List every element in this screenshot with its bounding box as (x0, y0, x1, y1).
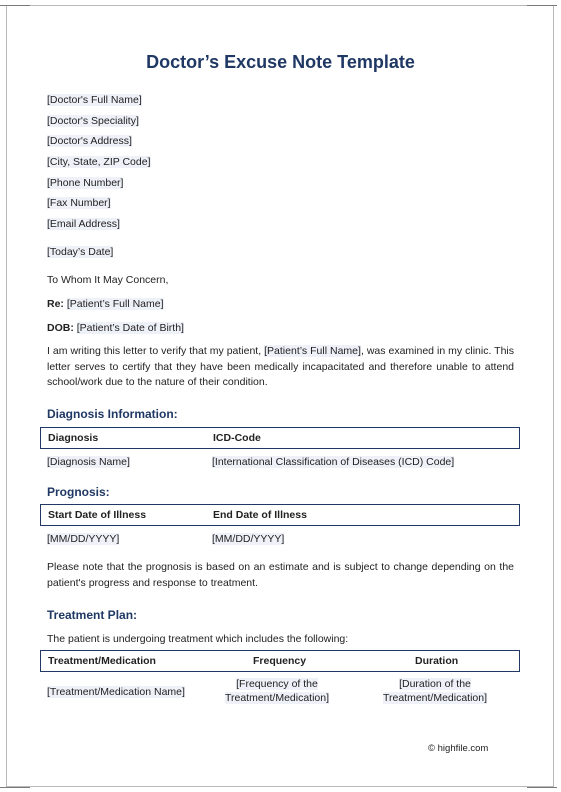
corner-mark-top-right (527, 5, 557, 6)
doctor-fax: [Fax Number] (47, 197, 111, 209)
re-line (47, 297, 164, 311)
start-date-col-header: Start Date of Illness (48, 509, 147, 521)
doctor-phone: [Phone Number] (47, 177, 124, 189)
start-date-value: [MM/DD/YYYY] (47, 533, 120, 545)
end-date-col-header: End Date of Illness (213, 509, 307, 521)
diagnosis-col-header: Diagnosis (48, 432, 99, 444)
salutation: To Whom It May Concern, (47, 274, 169, 286)
todays-date: [Today’s Date] (47, 246, 114, 258)
dob-label: DOB: (47, 322, 74, 334)
doctor-email: [Email Address] (47, 218, 120, 230)
doctor-name: [Doctor's Full Name] (47, 94, 142, 106)
treatment-col-header: Treatment/Medication (48, 655, 156, 667)
footer-copyright: © highfile.com (428, 743, 489, 754)
duration-col-header: Duration (415, 655, 459, 667)
icd-value: [International Classification of Diseases (ICD) Code] (212, 456, 455, 468)
dob-value: [Patient’s Date of Birth] (76, 322, 184, 334)
treatment-intro: The patient is undergoing treatment which includes the following: (47, 633, 349, 645)
treatment-table-header (40, 650, 520, 672)
frequency-col-header: Frequency (253, 655, 307, 667)
prognosis-note: Please note that the prognosis is based on an estimate and is subject to change depending on the patient's progress and response to treatment. (47, 561, 514, 589)
doctor-city-state-zip: [City, State, ZIP Code] (47, 156, 151, 168)
corner-mark-bottom-right (527, 787, 557, 788)
diagnosis-value: [Diagnosis Name] (47, 456, 130, 468)
prognosis-table-header (40, 504, 520, 526)
corner-mark-bottom-left (0, 787, 30, 788)
doctor-speciality: [Doctor's Speciality] (47, 115, 139, 127)
corner-mark-top-left (0, 5, 30, 6)
re-label: Re: (47, 298, 64, 310)
frequency-value: [Frequency of the Treatment/Medication] (224, 678, 330, 704)
diagnosis-heading: Diagnosis Information: (47, 407, 178, 421)
end-date-value: [MM/DD/YYYY] (212, 533, 285, 545)
duration-value: [Duration of the Treatment/Medication] (382, 678, 488, 704)
document-title: Doctor’s Excuse Note Template (146, 52, 415, 72)
treatment-value: [Treatment/Medication Name] (47, 686, 185, 698)
body-paragraph: I am writing this letter to verify that my patient, [Patient’s Full Name], was examined in my clinic. This letter serves to certify that they have been medically incapacitated and therefore unable to attend school/work due to the nature of their condition. (47, 345, 514, 388)
icd-col-header: ICD-Code (213, 432, 261, 444)
doctor-address: [Doctor's Address] (47, 135, 132, 147)
re-value: [Patient’s Full Name] (66, 298, 164, 310)
treatment-heading: Treatment Plan: (47, 608, 138, 622)
dob-line (47, 321, 184, 335)
diagnosis-table-header (40, 427, 520, 449)
prognosis-heading: Prognosis: (47, 485, 110, 499)
